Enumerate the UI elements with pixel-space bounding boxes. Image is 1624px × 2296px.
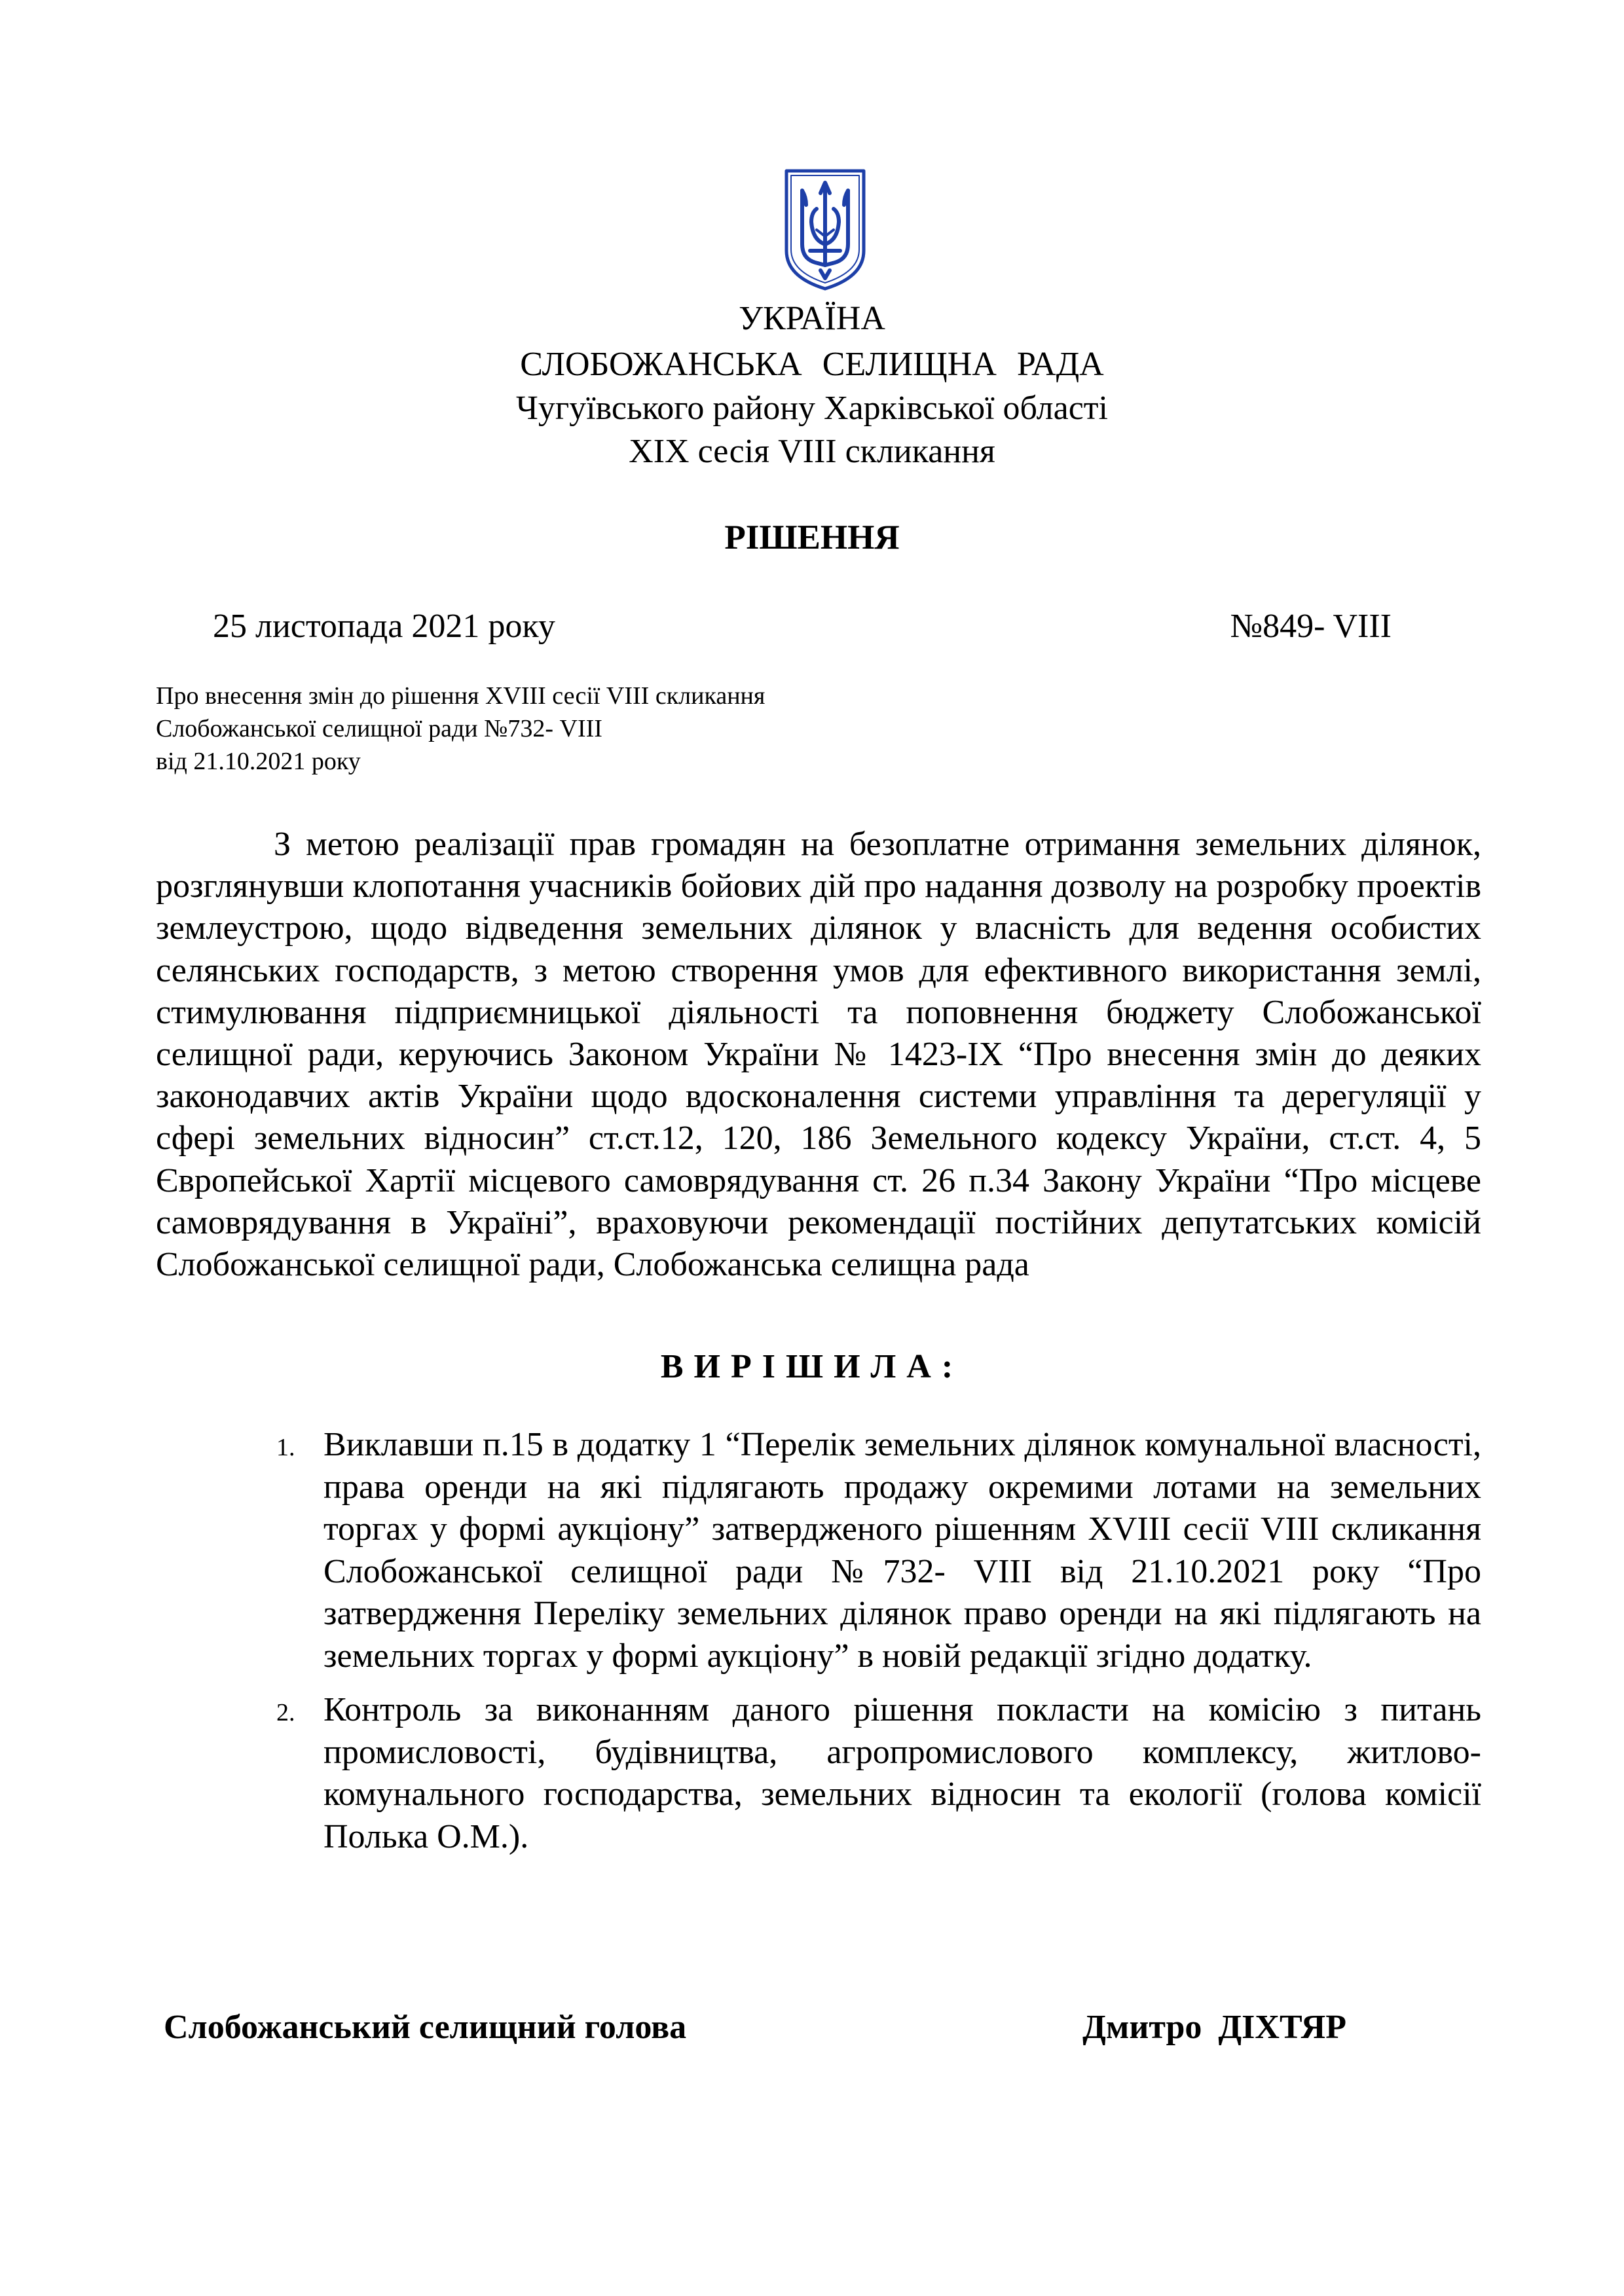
country-heading: УКРАЇНА (739, 300, 885, 337)
district-heading: Чугуївського району Харківської області (516, 390, 1108, 427)
decision-items-list (276, 1424, 1481, 1858)
decided-heading: ВИРІШИЛА: (660, 1348, 964, 1385)
council-heading: СЛОБОЖАНСЬКА СЕЛИЩНА РАДА (520, 346, 1104, 383)
ukraine-coat-of-arms-icon (783, 167, 868, 291)
decision-number: №849- VIII (1230, 608, 1392, 645)
subject-line: Слобожанської селищної ради №732- VIII (156, 715, 602, 742)
list-item-text: Контроль за виконанням даного рішення покласти на комісію з питань промисловості, будівництва, агропромислового комплексу, житлово-комунального господарства, земельних відносин та екології (голова комісії Полька О.М.). (323, 1691, 1481, 1855)
preamble-paragraph: З метою реалізації прав громадян на безоплатне отримання земельних ділянок, розглянувши клопотання учасників бойових дій про надання дозволу на розробку проектів землеустрою, щодо відведення земельних ділянок у власність для ведення особистих селянських господарств, з метою створення умов для ефективного використання землі, стимулювання підприємницької діяльності та поповнення бюджету Слобожанської селищної ради, керуючись Законом України № 1423-IX “Про внесення змін до деяких законодавчих актів України щодо вдосконалення системи управління та дерегуляції у сфері земельних відносин” ст.ст.12, 120, 186 Земельного кодексу України, ст.ст. 4, 5 Європейської Хартії місцевого самоврядування ст. 26 п.34 Закону України “Про місцеве самоврядування в Україні”, враховуючи рекомендації постійних депутатських комісій Слобожанської селищної ради, Слобожанська селищна рада (156, 826, 1481, 1284)
list-item (276, 1424, 1481, 1677)
signatory-name: Дмитро ДІХТЯР (1082, 2009, 1346, 2046)
decision-date: 25 листопада 2021 року (213, 608, 555, 645)
decision-subject (156, 680, 765, 778)
list-item-text: Виклавши п.15 в додатку 1 “Перелік земельних ділянок комунальної власності, права оренди на які підлягають продажу окремими лотами на земельних торгах у формі аукціону” затвердженого рішенням XVIII сесії VIII скликання Слобожанської селищної ради №732- VIII від 21.10.2021 року “Про затвердження Переліку земельних ділянок право оренди на які підлягають на земельних торгах у формі аукціону” в новій редакції згідно додатку. (323, 1426, 1481, 1675)
list-item-number: 1. (276, 1434, 295, 1461)
list-item-number: 2. (276, 1699, 295, 1726)
list-item (276, 1689, 1481, 1858)
signatory-position: Слобожанський селищний голова (164, 2009, 687, 2046)
subject-line: Про внесення змін до рішення XVIII сесії VIII скликання (156, 682, 766, 710)
session-heading: XIX сесія VIII скликання (629, 433, 995, 470)
document-title: РІШЕННЯ (724, 519, 900, 556)
subject-line: від 21.10.2021 року (156, 748, 361, 775)
